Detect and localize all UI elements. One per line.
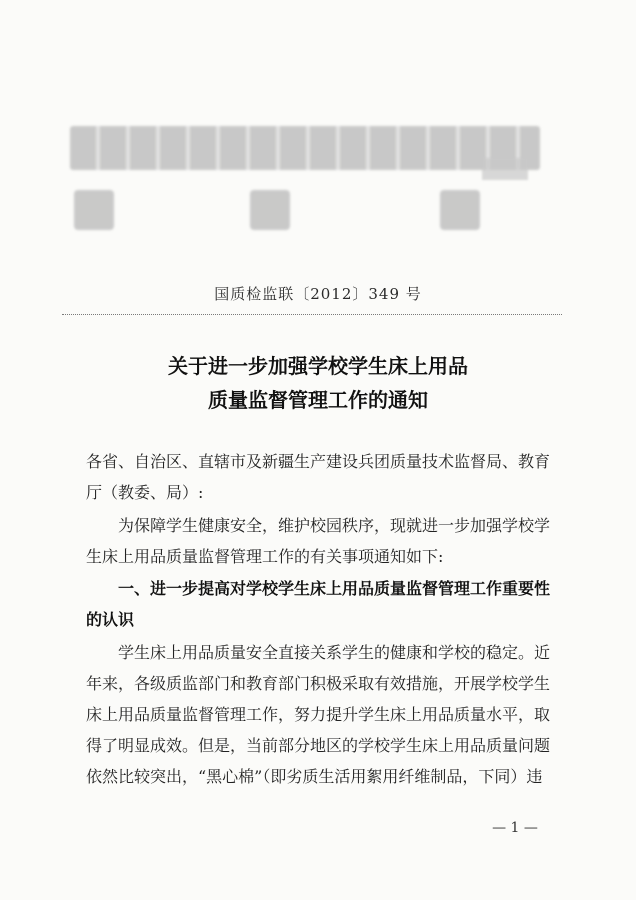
paragraph-1-line-3: 床上用品质量监督管理工作，努力提升学生床上用品质量水平，取: [86, 705, 551, 724]
letterhead-mark: [482, 158, 528, 180]
page-number: — 1 —: [492, 820, 538, 836]
section-heading-1-line-1: 一、进一步提高对学校学生床上用品质量监督管理工作重要性: [118, 579, 551, 598]
letterhead-seal: [70, 118, 540, 238]
letterhead-agency-line: [70, 126, 540, 170]
document-title-line-1: 关于进一步加强学校学生床上用品: [168, 354, 468, 378]
paragraph-1-line-4: 得了明显成效。但是，当前部分地区的学校学生床上用品质量问题: [86, 736, 551, 755]
intro-line-1: 为保障学生健康安全，维护校园秩序，现就进一步加强学校学: [118, 516, 551, 535]
letterhead-char: [250, 190, 290, 230]
section-heading-1-line-2: 的认识: [86, 610, 135, 629]
addressee-line-2: 厅（教委、局）:: [86, 483, 204, 502]
addressee-line-1: 各省、自治区、直辖市及新疆生产建设兵团质量技术监督局、教育: [86, 452, 551, 471]
document-title-line-2: 质量监督管理工作的通知: [208, 388, 428, 412]
letterhead-char: [74, 190, 114, 230]
paragraph-1-line-1: 学生床上用品质量安全直接关系学生的健康和学校的稳定。近: [118, 643, 551, 662]
paragraph-1-line-2: 年来，各级质监部门和教育部门积极采取有效措施，开展学校学生: [86, 674, 551, 693]
header-divider: [62, 314, 562, 315]
intro-line-2: 生床上用品质量监督管理工作的有关事项通知如下:: [86, 547, 444, 566]
paragraph-1-line-5: 依然比较突出，“黑心棉”（即劣质生活用絮用纤维制品，下同）违: [86, 767, 543, 786]
letterhead-char: [440, 190, 480, 230]
document-number: 国质检监联〔2012〕349 号: [214, 285, 422, 303]
